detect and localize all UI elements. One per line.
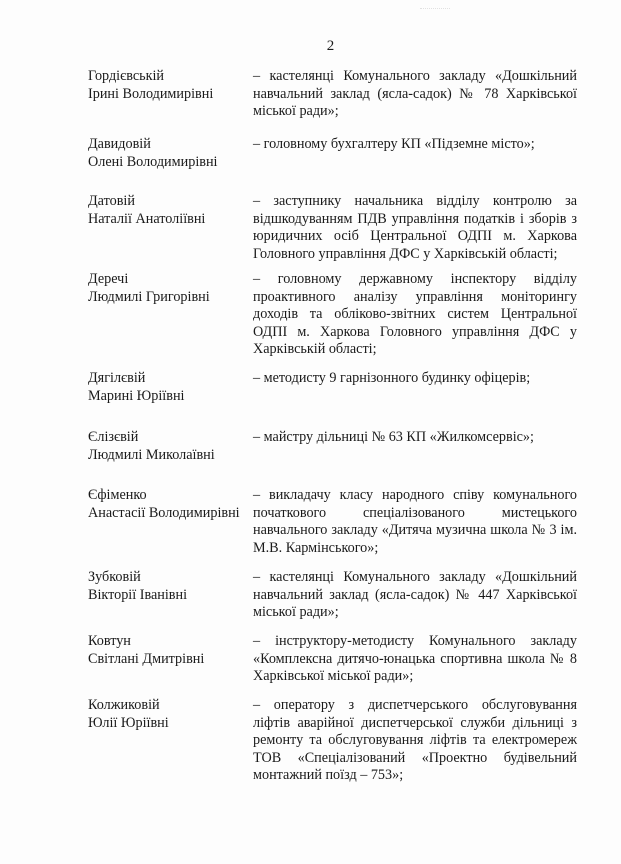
person-name <box>88 136 253 171</box>
position-description: – кастелянці Комунального закладу «Дошкільний навчальний заклад (ясла-садок) № 78 Харківської міської ради»; <box>253 68 577 119</box>
given-names: Марині Юріївні <box>88 387 185 404</box>
person-name <box>88 697 253 732</box>
scan-artifact <box>420 8 450 15</box>
surname: Ковтун <box>88 633 131 649</box>
surname: Гордієвській <box>88 68 165 84</box>
given-names: Анастасії Володимирівні <box>88 504 240 521</box>
position-description: – майстру дільниці № 63 КП «Жилкомсервіс»; <box>253 429 534 445</box>
surname: Датовій <box>88 193 135 209</box>
position-description: – інструктору-методисту Комунального закладу «Комплексна дитячо-юнацька спортивна школа № 8 Харківської міської ради»; <box>253 633 577 684</box>
surname: Зубковій <box>88 569 141 585</box>
surname: Деречі <box>88 271 129 287</box>
position-description: – оператору з диспетчерського обслуговування ліфтів аварійної диспетчерської служби дільниці з ремонту та обслуговування ліфтів та електромереж ТОВ «Спеціалізований «Проектно будівельний монтажний поїзд – 753»; <box>253 697 577 783</box>
given-names: Юлії Юріївні <box>88 714 169 731</box>
given-names: Наталії Анатоліївні <box>88 210 206 227</box>
given-names: Олені Володимирівні <box>88 153 218 170</box>
surname: Колжиковій <box>88 697 160 713</box>
person-name <box>88 633 253 668</box>
page-number: 2 <box>326 38 335 54</box>
position-description: – головному державному інспектору відділу проактивного аналізу управління моніторингу доходів та обліково-звітних систем Центральної ОДПІ м. Харкова Головного управління ДФС у Харківській області; <box>253 271 577 357</box>
given-names: Світлані Дмитрівні <box>88 650 205 667</box>
given-names: Людмилі Миколаївні <box>88 446 215 463</box>
surname: Давидовій <box>88 136 151 152</box>
person-name <box>88 569 253 604</box>
surname: Єлізєвій <box>88 429 139 445</box>
person-name <box>88 271 253 306</box>
surname: Дягілєвій <box>88 370 146 386</box>
person-name <box>88 370 253 405</box>
position-description: – головному бухгалтеру КП «Підземне місто»; <box>253 136 535 152</box>
surname: Єфіменко <box>88 487 147 503</box>
position-description: – кастелянці Комунального закладу «Дошкільний навчальний заклад (ясла-садок) № 447 Харківської міської ради»; <box>253 569 577 620</box>
person-name <box>88 68 253 103</box>
given-names: Людмилі Григорівні <box>88 288 210 305</box>
position-description: – методисту 9 гарнізонного будинку офіцерів; <box>253 370 531 386</box>
position-description: – заступнику начальника відділу контролю за відшкодуванням ПДВ управління податків і зборів з юридичних осіб Центральної ОДПІ м. Харкова Головного управління ДФС у Харківській області; <box>253 193 577 262</box>
person-name <box>88 429 253 464</box>
given-names: Ірині Володимирівні <box>88 85 214 102</box>
given-names: Вікторії Іванівні <box>88 586 188 603</box>
position-description: – викладачу класу народного співу комунального початкового спеціалізованого мистецького навчального закладу «Дитяча музична школа № 3 ім. М.В. Кармінського»; <box>253 487 577 556</box>
person-name <box>88 193 253 228</box>
person-name <box>88 487 253 522</box>
